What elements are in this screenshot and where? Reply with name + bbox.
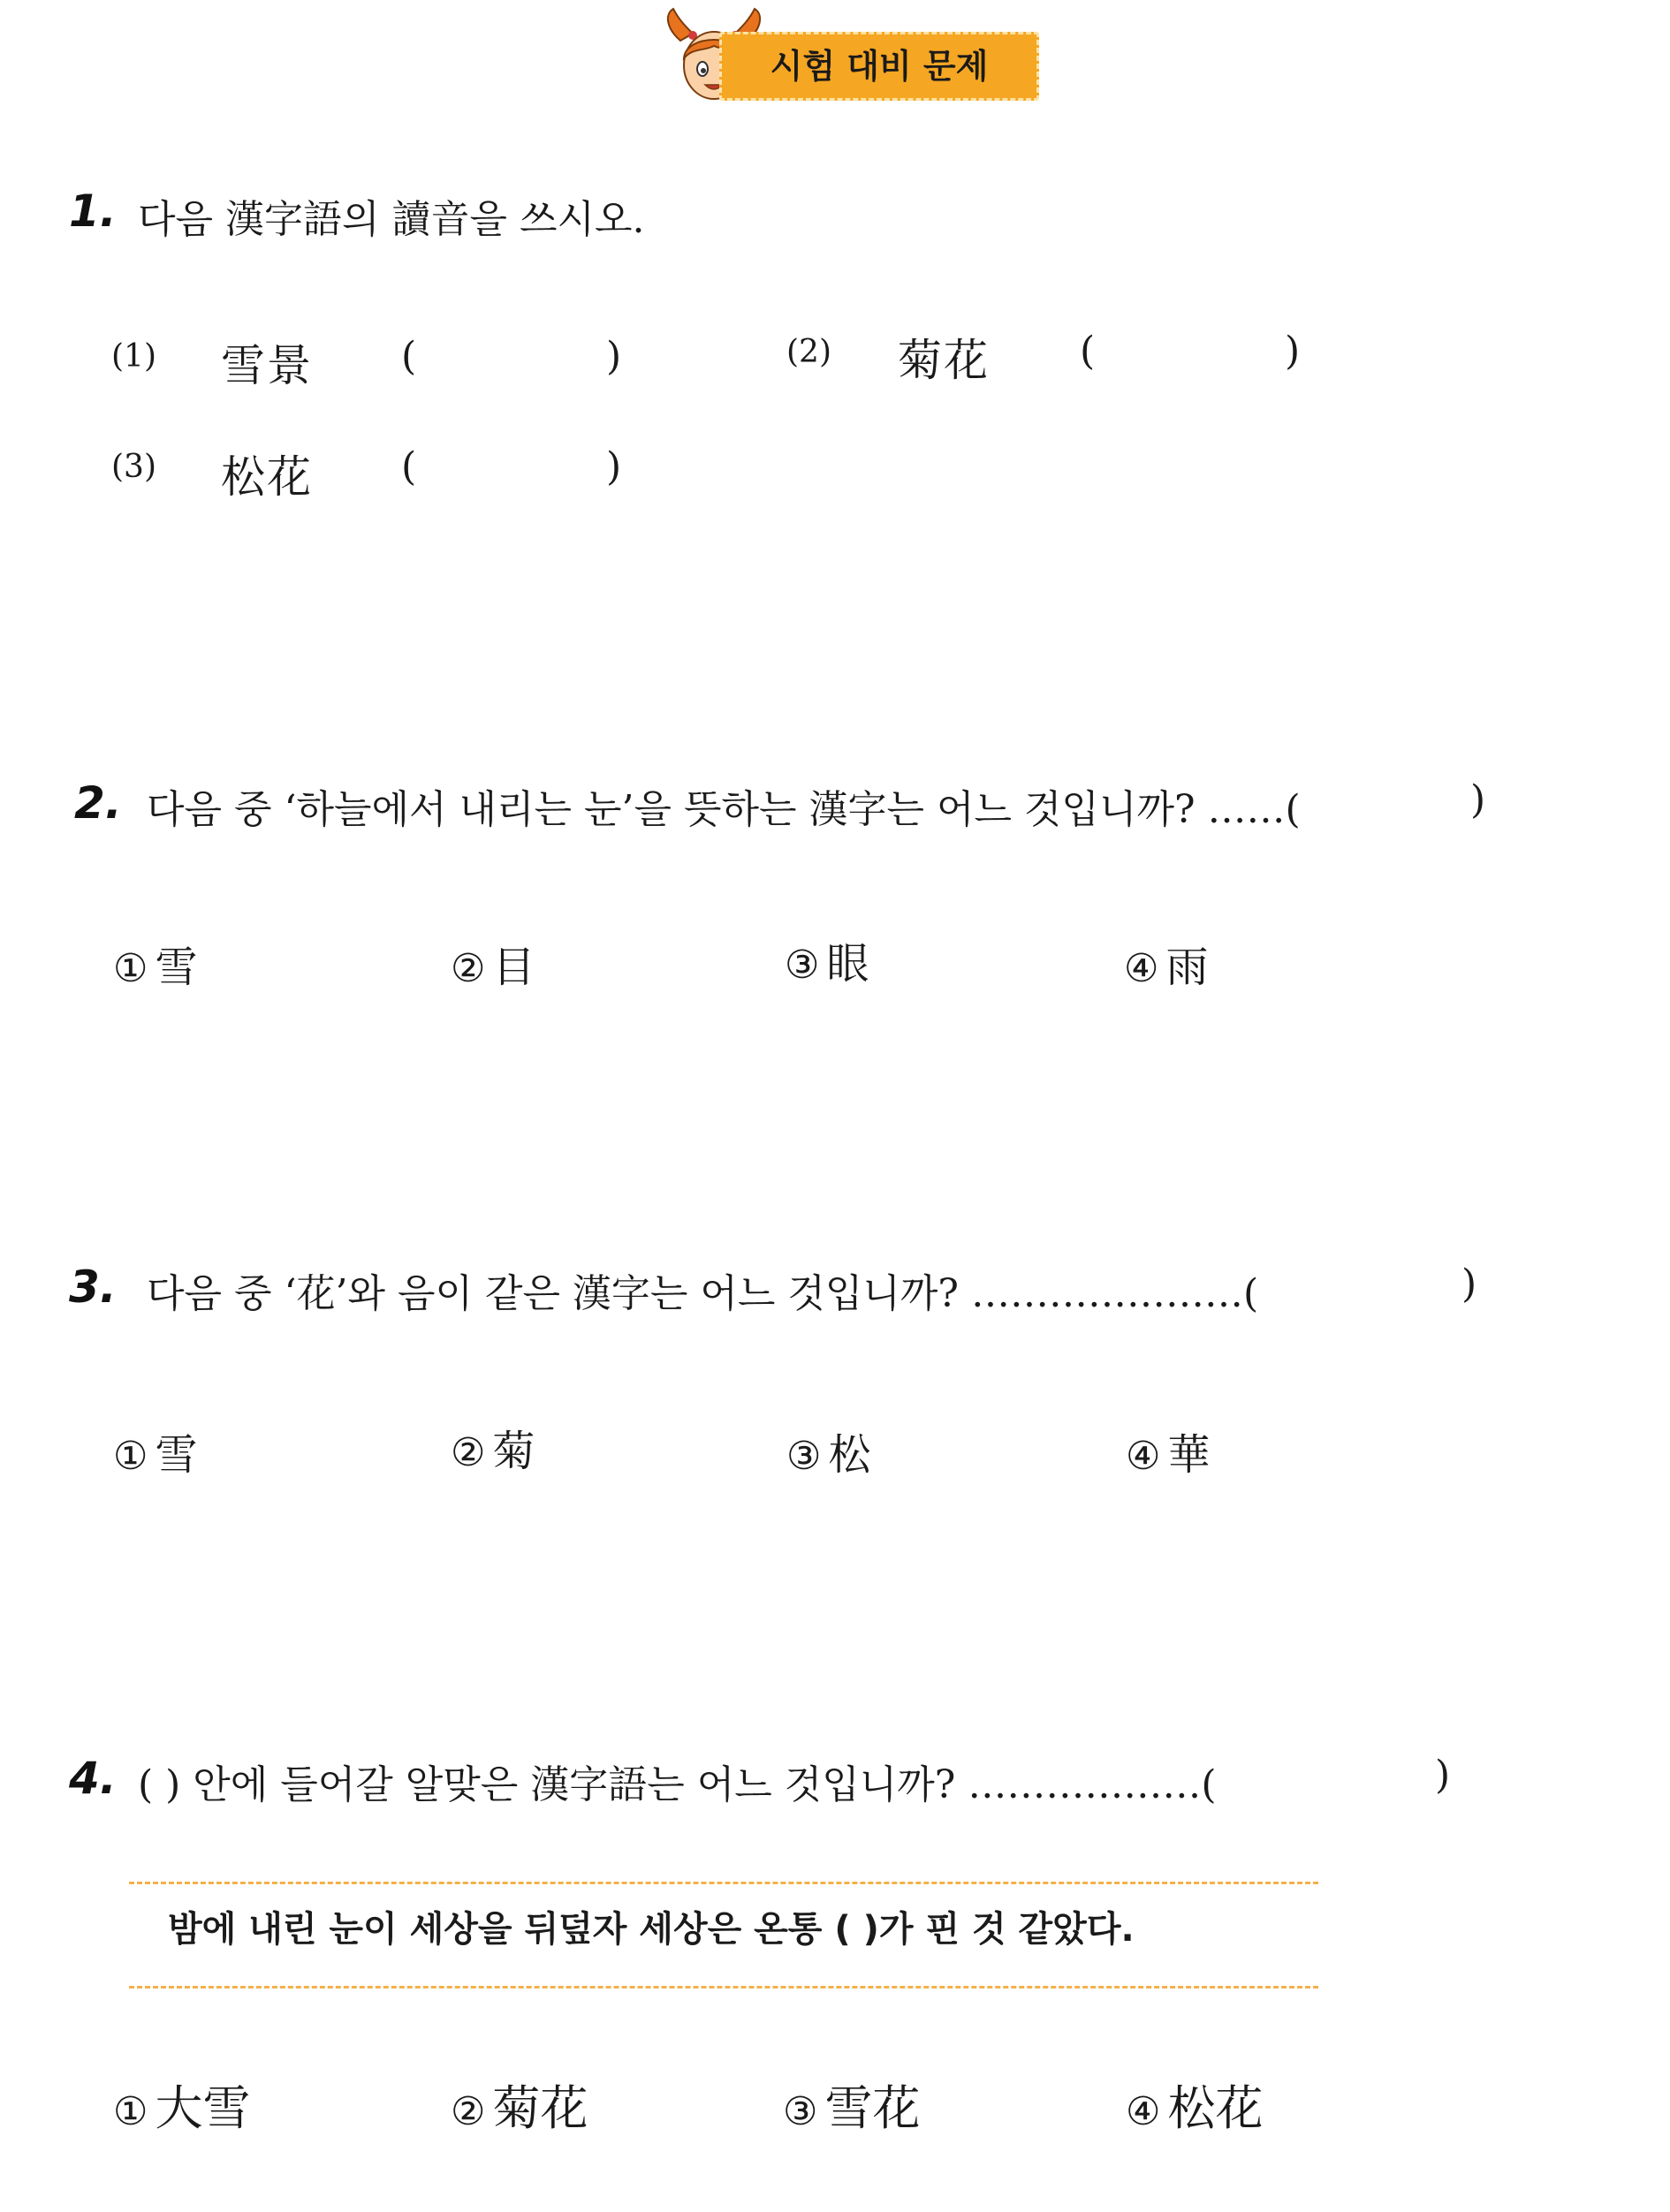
q2-option-4 [1124, 933, 1208, 994]
q3-option-4-text: 華 [1167, 1430, 1211, 1480]
q2-option-2-mark: ② [451, 946, 486, 991]
header-badge [661, 7, 1050, 104]
question-4-sentence: 밤에 내린 눈이 세상을 뒤덮자 세상은 온통 ( )가 핀 것 같았다. [168, 1909, 1135, 1950]
q2-option-4-mark: ④ [1124, 946, 1159, 991]
q3-option-4-mark: ④ [1126, 1434, 1161, 1479]
q4-option-2 [451, 2071, 588, 2139]
q3-option-3-text: 松 [828, 1430, 871, 1480]
question-4-number: 4. [69, 1753, 117, 1804]
q4-option-3-mark: ③ [783, 2089, 818, 2134]
q1-item-2-number: (2) [786, 334, 831, 370]
q3-option-4 [1126, 1420, 1210, 1481]
sentence-top-divider [129, 1882, 1318, 1884]
q1-item-2-paren-close: ) [1285, 329, 1301, 374]
q1-item-1-paren-open: ( [401, 334, 417, 379]
q4-option-1 [113, 2071, 250, 2139]
q4-option-1-mark: ① [113, 2089, 148, 2134]
title-badge [719, 32, 1039, 101]
q2-option-1-mark: ① [113, 946, 148, 991]
question-4-answer-close: ) [1435, 1753, 1451, 1798]
q2-option-2-text: 目 [492, 943, 535, 992]
q1-item-1-paren-close: ) [606, 334, 622, 379]
q1-item-3-word: 松花 [221, 451, 313, 503]
q3-option-3-mark: ③ [786, 1434, 822, 1479]
q2-option-3 [785, 929, 869, 990]
question-1-number: 1. [69, 186, 117, 237]
q1-item-3-number: (3) [111, 449, 156, 485]
q4-option-2-text: 菊花 [492, 2080, 588, 2136]
q2-option-1-text: 雪 [155, 943, 198, 992]
question-3-text: 다음 중 ‘花’와 음이 같은 漢字는 어느 것입니까? …………………( [147, 1271, 1259, 1316]
q4-option-4-mark: ④ [1126, 2089, 1161, 2134]
q1-item-2-paren-open: ( [1080, 329, 1096, 374]
sentence-bottom-divider [129, 1986, 1318, 1989]
q4-option-3-text: 雪花 [824, 2080, 921, 2136]
q2-option-3-text: 眼 [826, 939, 869, 989]
question-2-number: 2. [74, 777, 122, 829]
q2-option-1 [113, 933, 197, 994]
q1-item-1-number: (1) [111, 338, 156, 375]
q3-option-2-text: 菊 [492, 1427, 535, 1476]
question-4-text: ( ) 안에 들어갈 알맞은 漢字語는 어느 것입니까? ………………( [138, 1762, 1217, 1807]
q3-option-2 [451, 1417, 535, 1478]
q1-item-3-paren-open: ( [401, 444, 417, 489]
q3-option-1 [113, 1420, 197, 1481]
q1-item-1-word: 雪景 [221, 340, 313, 391]
q4-option-4-text: 松花 [1167, 2080, 1264, 2136]
q4-option-1-text: 大雪 [155, 2080, 251, 2136]
page-title: 시험 대비 문제 [770, 47, 989, 86]
question-3-answer-close: ) [1461, 1261, 1477, 1307]
q1-item-2-word: 菊花 [898, 335, 990, 386]
q1-item-3-paren-close: ) [606, 444, 622, 489]
q3-option-1-mark: ① [113, 1434, 148, 1479]
question-1-text: 다음 漢字語의 讀音을 쓰시오. [138, 197, 645, 242]
q4-option-4 [1126, 2071, 1263, 2139]
q2-option-3-mark: ③ [785, 943, 820, 988]
question-3-number: 3. [69, 1261, 117, 1313]
question-2-answer-close: ) [1470, 777, 1486, 822]
q3-option-3 [786, 1420, 870, 1481]
q4-option-3 [783, 2071, 920, 2139]
q3-option-2-mark: ② [451, 1430, 486, 1475]
q3-option-1-text: 雪 [155, 1430, 198, 1480]
question-2-text: 다음 중 ‘하늘에서 내리는 눈’을 뜻하는 漢字는 어느 것입니까? ……( [147, 787, 1301, 832]
q4-option-2-mark: ② [451, 2089, 486, 2134]
q2-option-2 [451, 933, 535, 994]
q2-option-4-text: 雨 [1165, 943, 1209, 992]
